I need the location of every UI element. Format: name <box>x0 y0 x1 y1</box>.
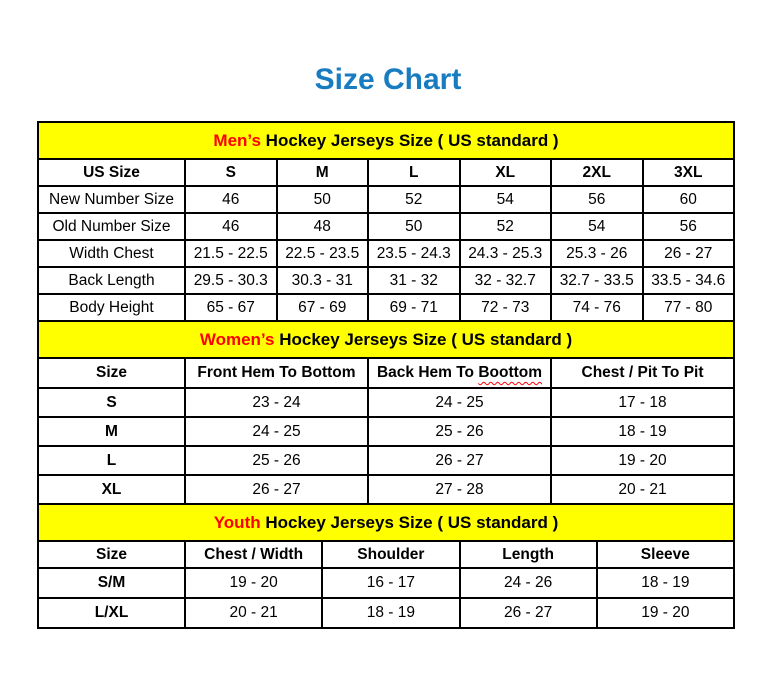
column-header: Length <box>460 541 597 568</box>
table-row <box>38 240 734 267</box>
size-value-cell: 69 - 71 <box>368 294 460 321</box>
table-row <box>38 417 734 446</box>
size-value-cell: 46 <box>185 186 277 213</box>
size-value-cell: 29.5 - 30.3 <box>185 267 277 294</box>
column-header: Front Hem To Bottom <box>185 358 368 388</box>
size-value-cell: 50 <box>368 213 460 240</box>
column-header: Shoulder <box>322 541 459 568</box>
size-value-cell: 25.3 - 26 <box>551 240 643 267</box>
size-value-cell: 46 <box>185 213 277 240</box>
column-header: Size <box>38 358 185 388</box>
column-header: M <box>277 159 369 186</box>
size-value-cell: 26 - 27 <box>185 475 368 504</box>
size-value-cell: 20 - 21 <box>551 475 734 504</box>
youth-header-row <box>38 541 734 568</box>
row-label: L <box>38 446 185 475</box>
page-title: Size Chart <box>314 63 462 96</box>
table-row <box>38 294 734 321</box>
size-value-cell: 52 <box>368 186 460 213</box>
column-header-text: Back Hem To <box>376 364 479 381</box>
size-value-cell: 17 - 18 <box>551 388 734 417</box>
size-value-cell: 26 - 27 <box>460 598 597 628</box>
table-row <box>38 213 734 240</box>
size-value-cell: 25 - 26 <box>185 446 368 475</box>
size-value-cell: 19 - 20 <box>185 568 322 598</box>
column-header: 3XL <box>643 159 735 186</box>
womens-header-row <box>38 358 734 388</box>
size-value-cell: 56 <box>551 186 643 213</box>
size-value-cell: 72 - 73 <box>460 294 552 321</box>
womens-size-table <box>37 357 735 505</box>
mens-header-row <box>38 159 734 186</box>
size-chart-tables <box>37 121 735 629</box>
size-value-cell: 21.5 - 22.5 <box>185 240 277 267</box>
table-row <box>38 475 734 504</box>
size-value-cell: 54 <box>460 186 552 213</box>
column-header: US Size <box>38 159 185 186</box>
size-value-cell: 32 - 32.7 <box>460 267 552 294</box>
size-value-cell: 74 - 76 <box>551 294 643 321</box>
column-header: Chest / Pit To Pit <box>551 358 734 388</box>
table-row <box>38 568 734 598</box>
womens-banner-text <box>200 330 572 350</box>
size-value-cell: 56 <box>643 213 735 240</box>
size-value-cell: 18 - 19 <box>551 417 734 446</box>
mens-section-banner <box>37 121 735 160</box>
womens-section-banner <box>37 320 735 359</box>
youth-banner-rest: Hockey Jerseys Size ( US standard ) <box>260 512 559 532</box>
size-value-cell: 18 - 19 <box>322 598 459 628</box>
size-value-cell: 23 - 24 <box>185 388 368 417</box>
youth-banner-highlight: Youth <box>213 512 261 532</box>
table-row <box>38 446 734 475</box>
column-header <box>368 358 551 388</box>
mens-banner-highlight: Men’s <box>213 130 261 150</box>
size-value-cell: 24.3 - 25.3 <box>460 240 552 267</box>
row-label: Body Height <box>38 294 185 321</box>
size-value-cell: 24 - 26 <box>460 568 597 598</box>
size-value-cell: 19 - 20 <box>551 446 734 475</box>
column-header: S <box>185 159 277 186</box>
row-label: Back Length <box>38 267 185 294</box>
size-value-cell: 18 - 19 <box>597 568 734 598</box>
size-value-cell: 19 - 20 <box>597 598 734 628</box>
table-row <box>38 598 734 628</box>
row-label: S/M <box>38 568 185 598</box>
size-value-cell: 31 - 32 <box>368 267 460 294</box>
size-value-cell: 26 - 27 <box>368 446 551 475</box>
youth-size-table <box>37 540 735 629</box>
size-value-cell: 27 - 28 <box>368 475 551 504</box>
table-row <box>38 267 734 294</box>
mens-banner-rest: Hockey Jerseys Size ( US standard ) <box>260 130 559 150</box>
column-header: Chest / Width <box>185 541 322 568</box>
mens-size-table <box>37 158 735 322</box>
row-label: L/XL <box>38 598 185 628</box>
row-label: XL <box>38 475 185 504</box>
column-header: L <box>368 159 460 186</box>
size-value-cell: 23.5 - 24.3 <box>368 240 460 267</box>
youth-section-banner <box>37 503 735 542</box>
size-value-cell: 60 <box>643 186 735 213</box>
size-value-cell: 32.7 - 33.5 <box>551 267 643 294</box>
size-value-cell: 52 <box>460 213 552 240</box>
size-value-cell: 30.3 - 31 <box>277 267 369 294</box>
size-value-cell: 33.5 - 34.6 <box>643 267 735 294</box>
row-label: S <box>38 388 185 417</box>
size-value-cell: 16 - 17 <box>322 568 459 598</box>
row-label: New Number Size <box>38 186 185 213</box>
column-header: Size <box>38 541 185 568</box>
misspelled-word: Boottom <box>478 364 543 381</box>
row-label: Width Chest <box>38 240 185 267</box>
row-label: Old Number Size <box>38 213 185 240</box>
column-header: 2XL <box>551 159 643 186</box>
size-value-cell: 54 <box>551 213 643 240</box>
size-value-cell: 26 - 27 <box>643 240 735 267</box>
column-header: Sleeve <box>597 541 734 568</box>
size-value-cell: 65 - 67 <box>185 294 277 321</box>
table-row <box>38 388 734 417</box>
size-value-cell: 48 <box>277 213 369 240</box>
size-value-cell: 77 - 80 <box>643 294 735 321</box>
column-header: XL <box>460 159 552 186</box>
mens-banner-text <box>213 131 558 151</box>
size-value-cell: 50 <box>277 186 369 213</box>
table-row <box>38 186 734 213</box>
size-value-cell: 25 - 26 <box>368 417 551 446</box>
womens-banner-highlight: Women’s <box>199 329 275 349</box>
womens-banner-rest: Hockey Jerseys Size ( US standard ) <box>274 329 573 349</box>
youth-banner-text <box>214 513 559 533</box>
size-value-cell: 24 - 25 <box>185 417 368 446</box>
row-label: M <box>38 417 185 446</box>
size-value-cell: 20 - 21 <box>185 598 322 628</box>
size-value-cell: 67 - 69 <box>277 294 369 321</box>
size-value-cell: 24 - 25 <box>368 388 551 417</box>
size-value-cell: 22.5 - 23.5 <box>277 240 369 267</box>
